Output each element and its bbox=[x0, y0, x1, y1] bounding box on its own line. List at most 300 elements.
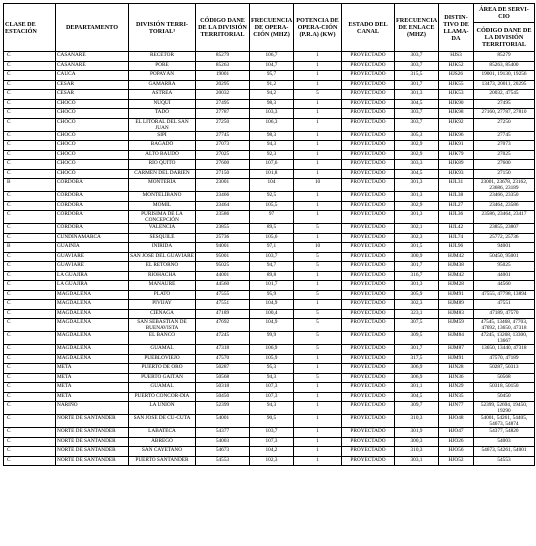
cell-estado: PROYECTADO bbox=[342, 415, 395, 428]
cell-codigo: 44560 bbox=[196, 281, 250, 291]
cell-estado: PROYECTADO bbox=[342, 373, 395, 383]
cell-clase: C bbox=[4, 373, 56, 383]
cell-frecuencia: 98,3 bbox=[250, 99, 294, 109]
table-row bbox=[4, 109, 535, 119]
table-row bbox=[4, 402, 535, 415]
cell-distintivo: HJM91 bbox=[439, 354, 474, 364]
cell-departamento: CHOCÓ bbox=[56, 99, 129, 109]
cell-clase: C bbox=[4, 201, 56, 211]
table-row bbox=[4, 271, 535, 281]
cell-codigo: 54553 bbox=[196, 456, 250, 466]
cell-frecuencia: 104 bbox=[250, 179, 294, 192]
cell-enlace: 302,1 bbox=[395, 224, 439, 234]
cell-departamento: MAGDALENA bbox=[56, 290, 129, 300]
cell-frecuencia: 104,7 bbox=[250, 61, 294, 71]
cell-clase: C bbox=[4, 271, 56, 281]
cell-enlace: 301,3 bbox=[395, 211, 439, 224]
cell-enlace: 302,9 bbox=[395, 201, 439, 211]
table-row bbox=[4, 300, 535, 310]
cell-distintivo: HJS3 bbox=[439, 52, 474, 62]
cell-estado: PROYECTADO bbox=[342, 300, 395, 310]
cell-frecuencia: 101,8 bbox=[250, 169, 294, 179]
cell-distintivo: HJO48 bbox=[439, 415, 474, 428]
cell-departamento: CHOCÓ bbox=[56, 150, 129, 160]
cell-enlace: 323,1 bbox=[395, 309, 439, 319]
table-row bbox=[4, 309, 535, 319]
table-row bbox=[4, 52, 535, 62]
cell-codigo: 47551 bbox=[196, 300, 250, 310]
cell-division: EL BANCO bbox=[129, 332, 196, 345]
header-division: DIVISIÓN TERRI-TORIAL³ bbox=[129, 4, 196, 52]
cell-departamento: NORTE DE SANTANDER bbox=[56, 456, 129, 466]
cell-codigo: 20032 bbox=[196, 90, 250, 100]
cell-departamento: MAGDALENA bbox=[56, 332, 129, 345]
cell-enlace: 315,5 bbox=[395, 71, 439, 81]
cell-codigo: 50450 bbox=[196, 392, 250, 402]
cell-area: 50318, 50150 bbox=[474, 383, 535, 393]
cell-enlace: 306,9 bbox=[395, 373, 439, 383]
cell-division: ÁBREGO bbox=[129, 437, 196, 447]
cell-distintivo: HJO26 bbox=[439, 437, 474, 447]
cell-clase: C bbox=[4, 131, 56, 141]
cell-enlace: 301,5 bbox=[395, 243, 439, 253]
cell-codigo: 20295 bbox=[196, 80, 250, 90]
cell-division: PUERTO GAITÁN bbox=[129, 373, 196, 383]
cell-clase: C bbox=[4, 141, 56, 151]
cell-clase: C bbox=[4, 61, 56, 71]
cell-distintivo: HJL74 bbox=[439, 233, 474, 243]
cell-estado: PROYECTADO bbox=[342, 169, 395, 179]
cell-estado: PROYECTADO bbox=[342, 243, 395, 253]
cell-potencia: 1 bbox=[294, 281, 342, 291]
cell-enlace: 301,9 bbox=[395, 428, 439, 438]
cell-clase: C bbox=[4, 118, 56, 131]
table-header bbox=[4, 4, 535, 52]
cell-division: EL RETORNO bbox=[129, 262, 196, 272]
header-potencia: POTENCIA DE OPERA-CIÓN (P.R.A) (KW) bbox=[294, 4, 342, 52]
cell-area: 54001, 54261, 54405, 54673, 54874 bbox=[474, 415, 535, 428]
cell-estado: PROYECTADO bbox=[342, 131, 395, 141]
cell-codigo: 47692 bbox=[196, 319, 250, 332]
cell-clase: C bbox=[4, 383, 56, 393]
table-row bbox=[4, 447, 535, 457]
cell-distintivo: HJK55 bbox=[439, 80, 474, 90]
cell-departamento: CAUCA bbox=[56, 71, 129, 81]
cell-potencia: 1 bbox=[294, 415, 342, 428]
cell-potencia: 5 bbox=[294, 262, 342, 272]
cell-departamento: NORTE DE SANTANDER bbox=[56, 437, 129, 447]
cell-departamento: NARIÑO bbox=[56, 402, 129, 415]
cell-frecuencia: 94,2 bbox=[250, 90, 294, 100]
cell-estado: PROYECTADO bbox=[342, 354, 395, 364]
cell-codigo: 27600 bbox=[196, 160, 250, 170]
cell-clase: C bbox=[4, 169, 56, 179]
cell-division: TADÓ bbox=[129, 109, 196, 119]
cell-potencia: 1 bbox=[294, 233, 342, 243]
cell-estado: PROYECTADO bbox=[342, 224, 395, 234]
cell-departamento: CESAR bbox=[56, 90, 129, 100]
cell-potencia: 5 bbox=[294, 290, 342, 300]
cell-departamento: CHOCÓ bbox=[56, 131, 129, 141]
cell-distintivo: HJL36 bbox=[439, 211, 474, 224]
table-row bbox=[4, 211, 535, 224]
cell-distintivo: HJN28 bbox=[439, 364, 474, 374]
cell-frecuencia: 97,1 bbox=[250, 243, 294, 253]
cell-potencia: 10 bbox=[294, 179, 342, 192]
cell-potencia: 1 bbox=[294, 456, 342, 466]
cell-codigo: 85263 bbox=[196, 61, 250, 71]
cell-distintivo: HJM59 bbox=[439, 319, 474, 332]
cell-codigo: 95001 bbox=[196, 252, 250, 262]
cell-departamento: CHOCÓ bbox=[56, 118, 129, 131]
cell-departamento: NORTE DE SANTANDER bbox=[56, 447, 129, 457]
cell-estado: PROYECTADO bbox=[342, 141, 395, 151]
cell-potencia: 1 bbox=[294, 80, 342, 90]
cell-estado: PROYECTADO bbox=[342, 201, 395, 211]
cell-potencia: 1 bbox=[294, 364, 342, 374]
cell-distintivo: HJK53 bbox=[439, 90, 474, 100]
cell-frecuencia: 107,6 bbox=[250, 160, 294, 170]
cell-distintivo: HJK79 bbox=[439, 150, 474, 160]
cell-estado: PROYECTADO bbox=[342, 211, 395, 224]
table-row bbox=[4, 169, 535, 179]
cell-potencia: 5 bbox=[294, 90, 342, 100]
cell-enlace: 303,7 bbox=[395, 118, 439, 131]
cell-area: 44560 bbox=[474, 281, 535, 291]
cell-clase: C bbox=[4, 428, 56, 438]
cell-enlace: 309,7 bbox=[395, 402, 439, 415]
cell-departamento: GUAVIARE bbox=[56, 252, 129, 262]
table-row bbox=[4, 437, 535, 447]
cell-potencia: 1 bbox=[294, 192, 342, 202]
cell-clase: C bbox=[4, 345, 56, 355]
cell-area: 23855, 23807 bbox=[474, 224, 535, 234]
cell-frecuencia: 106,7 bbox=[250, 52, 294, 62]
cell-estado: PROYECTADO bbox=[342, 52, 395, 62]
table-row bbox=[4, 99, 535, 109]
cell-area: 27250 bbox=[474, 118, 535, 131]
cell-enlace: 303,7 bbox=[395, 61, 439, 71]
cell-departamento: NORTE DE SANTANDER bbox=[56, 428, 129, 438]
cell-departamento: LA GUAJIRA bbox=[56, 271, 129, 281]
table-row bbox=[4, 364, 535, 374]
cell-area: 27495 bbox=[474, 99, 535, 109]
cell-area: 54673, 54261, 54001 bbox=[474, 447, 535, 457]
cell-distintivo: HJK98 bbox=[439, 109, 474, 119]
cell-departamento: CASANARE bbox=[56, 52, 129, 62]
cell-potencia: 1 bbox=[294, 61, 342, 71]
table-row bbox=[4, 383, 535, 393]
cell-division: SAN JOSÉ DEL GUAVIARE bbox=[129, 252, 196, 262]
cell-codigo: 27495 bbox=[196, 99, 250, 109]
cell-enlace: 305,3 bbox=[395, 131, 439, 141]
cell-codigo: 47318 bbox=[196, 345, 250, 355]
cell-division: PUEBLOVIEJO bbox=[129, 354, 196, 364]
cell-enlace: 301,1 bbox=[395, 383, 439, 393]
cell-codigo: 27745 bbox=[196, 131, 250, 141]
cell-area: 13473, 20011, 20295 bbox=[474, 80, 535, 90]
cell-codigo: 23855 bbox=[196, 224, 250, 234]
cell-distintivo: HJM83 bbox=[439, 309, 474, 319]
cell-enlace: 301,3 bbox=[395, 90, 439, 100]
cell-frecuencia: 103,3 bbox=[250, 109, 294, 119]
cell-distintivo: HJL42 bbox=[439, 224, 474, 234]
cell-estado: PROYECTADO bbox=[342, 281, 395, 291]
cell-frecuencia: 90,5 bbox=[250, 415, 294, 428]
cell-potencia: 1 bbox=[294, 447, 342, 457]
cell-codigo: 23464 bbox=[196, 201, 250, 211]
cell-area: 23464, 23586 bbox=[474, 201, 535, 211]
cell-clase: C bbox=[4, 319, 56, 332]
cell-distintivo: HJL27 bbox=[439, 201, 474, 211]
cell-enlace: 301,7 bbox=[395, 345, 439, 355]
cell-estado: PROYECTADO bbox=[342, 392, 395, 402]
header-clase: CLASE DE ESTACIÓN bbox=[4, 4, 56, 52]
cell-codigo: 47245 bbox=[196, 332, 250, 345]
cell-clase: C bbox=[4, 364, 56, 374]
cell-departamento: CHOCÓ bbox=[56, 160, 129, 170]
header-enlace: FRECUENCIA DE ENLACE (MHZ) bbox=[395, 4, 439, 52]
cell-enlace: 300,9 bbox=[395, 252, 439, 262]
cell-departamento: CUNDINAMARCA bbox=[56, 233, 129, 243]
cell-estado: PROYECTADO bbox=[342, 309, 395, 319]
table-row bbox=[4, 90, 535, 100]
cell-frecuencia: 89,5 bbox=[250, 224, 294, 234]
cell-potencia: 1 bbox=[294, 392, 342, 402]
cell-departamento: NORTE DE SANTANDER bbox=[56, 415, 129, 428]
cell-division: GUAMAL bbox=[129, 345, 196, 355]
cell-area: 50450 bbox=[474, 392, 535, 402]
cell-clase: C bbox=[4, 160, 56, 170]
cell-division: RIOHACHA bbox=[129, 271, 196, 281]
cell-codigo: 54003 bbox=[196, 437, 250, 447]
cell-departamento: CASANARE bbox=[56, 61, 129, 71]
cell-division: MOMIL bbox=[129, 201, 196, 211]
cell-area: 27600 bbox=[474, 160, 535, 170]
cell-frecuencia: 102,3 bbox=[250, 456, 294, 466]
cell-codigo: 47555 bbox=[196, 290, 250, 300]
cell-distintivo: HJL38 bbox=[439, 192, 474, 202]
table-row bbox=[4, 201, 535, 211]
cell-area: 85279 bbox=[474, 52, 535, 62]
cell-estado: PROYECTADO bbox=[342, 345, 395, 355]
cell-departamento: MAGDALENA bbox=[56, 309, 129, 319]
cell-departamento: MAGDALENA bbox=[56, 300, 129, 310]
cell-codigo: 27073 bbox=[196, 141, 250, 151]
table-row bbox=[4, 150, 535, 160]
cell-distintivo: HJL96 bbox=[439, 243, 474, 253]
cell-area: 13650, 13440, 47318 bbox=[474, 345, 535, 355]
cell-frecuencia: 92,5 bbox=[250, 192, 294, 202]
cell-frecuencia: 97 bbox=[250, 211, 294, 224]
cell-division: INÍRIDA bbox=[129, 243, 196, 253]
cell-distintivo: HJN77 bbox=[439, 402, 474, 415]
cell-distintivo: HJN35 bbox=[439, 392, 474, 402]
cell-estado: PROYECTADO bbox=[342, 109, 395, 119]
cell-codigo: 54001 bbox=[196, 415, 250, 428]
cell-departamento: CESAR bbox=[56, 80, 129, 90]
cell-departamento: CÓRDOBA bbox=[56, 201, 129, 211]
cell-frecuencia: 94,7 bbox=[250, 262, 294, 272]
cell-area: 50450, 95001 bbox=[474, 252, 535, 262]
cell-codigo: 50287 bbox=[196, 364, 250, 374]
cell-departamento: GUAINÍA bbox=[56, 243, 129, 253]
cell-area: 47570, 47189 bbox=[474, 354, 535, 364]
cell-area: 94001 bbox=[474, 243, 535, 253]
document-page bbox=[3, 3, 534, 466]
cell-potencia: 1 bbox=[294, 402, 342, 415]
cell-departamento: CÓRDOBA bbox=[56, 211, 129, 224]
cell-area: 27073 bbox=[474, 141, 535, 151]
cell-departamento: CÓRDOBA bbox=[56, 179, 129, 192]
cell-distintivo: HJM38 bbox=[439, 262, 474, 272]
cell-enlace: 304,5 bbox=[395, 392, 439, 402]
cell-enlace: 306,9 bbox=[395, 364, 439, 374]
cell-estado: PROYECTADO bbox=[342, 271, 395, 281]
cell-area: 23586, 23464, 23417 bbox=[474, 211, 535, 224]
cell-codigo: 85279 bbox=[196, 52, 250, 62]
cell-area: 54003 bbox=[474, 437, 535, 447]
cell-frecuencia: 98,3 bbox=[250, 131, 294, 141]
cell-potencia: 1 bbox=[294, 169, 342, 179]
header-distintivo: DISTIN-TIVO DE LLAMA-DA bbox=[439, 4, 474, 52]
cell-codigo: 23586 bbox=[196, 211, 250, 224]
cell-potencia: 1 bbox=[294, 428, 342, 438]
table-row bbox=[4, 233, 535, 243]
cell-division: PLATO bbox=[129, 290, 196, 300]
cell-distintivo: HJK96 bbox=[439, 131, 474, 141]
cell-enlace: 310,3 bbox=[395, 415, 439, 428]
cell-division: PUERTO DE ORO bbox=[129, 364, 196, 374]
cell-departamento: CHOCÓ bbox=[56, 141, 129, 151]
table-row bbox=[4, 262, 535, 272]
cell-frecuencia: 92,3 bbox=[250, 150, 294, 160]
cell-frecuencia: 99,9 bbox=[250, 332, 294, 345]
cell-estado: PROYECTADO bbox=[342, 80, 395, 90]
table-row bbox=[4, 354, 535, 364]
cell-clase: C bbox=[4, 392, 56, 402]
cell-division: LA UNIÓN bbox=[129, 402, 196, 415]
cell-area: 47545, 13468, 47703, 47692, 13650, 47318 bbox=[474, 319, 535, 332]
cell-area: 27160, 27787, 27810 bbox=[474, 109, 535, 119]
cell-frecuencia: 105,5 bbox=[250, 201, 294, 211]
cell-distintivo: HJM84 bbox=[439, 332, 474, 345]
table-row bbox=[4, 179, 535, 192]
cell-distintivo: HJN29 bbox=[439, 383, 474, 393]
cell-estado: PROYECTADO bbox=[342, 456, 395, 466]
cell-codigo: 27025 bbox=[196, 150, 250, 160]
cell-enlace: 310,3 bbox=[395, 447, 439, 457]
cell-estado: PROYECTADO bbox=[342, 179, 395, 192]
cell-distintivo: HJO47 bbox=[439, 428, 474, 438]
cell-area: 27745 bbox=[474, 131, 535, 141]
cell-potencia: 1 bbox=[294, 131, 342, 141]
cell-potencia: 5 bbox=[294, 332, 342, 345]
table-row bbox=[4, 71, 535, 81]
cell-clase: C bbox=[4, 437, 56, 447]
cell-frecuencia: 105,9 bbox=[250, 354, 294, 364]
cell-clase: C bbox=[4, 262, 56, 272]
table-row bbox=[4, 281, 535, 291]
cell-frecuencia: 107,3 bbox=[250, 383, 294, 393]
cell-distintivo: HJK90 bbox=[439, 99, 474, 109]
cell-clase: C bbox=[4, 90, 56, 100]
cell-enlace: 305,9 bbox=[395, 290, 439, 300]
cell-distintivo: HJK89 bbox=[439, 160, 474, 170]
cell-distintivo: HJM42 bbox=[439, 271, 474, 281]
cell-estado: PROYECTADO bbox=[342, 61, 395, 71]
cell-enlace: 300,3 bbox=[395, 437, 439, 447]
table-row bbox=[4, 319, 535, 332]
cell-division: EL LITORAL DEL SAN JUAN bbox=[129, 118, 196, 131]
cell-distintivo: HJL31 bbox=[439, 179, 474, 192]
cell-clase: C bbox=[4, 224, 56, 234]
header-estado: ESTADO DEL CANAL bbox=[342, 4, 395, 52]
cell-departamento: CHOCÓ bbox=[56, 169, 129, 179]
cell-division: NUQUÍ bbox=[129, 99, 196, 109]
cell-clase: C bbox=[4, 80, 56, 90]
cell-clase: C bbox=[4, 309, 56, 319]
cell-departamento: GUAVIARE bbox=[56, 262, 129, 272]
cell-potencia: 1 bbox=[294, 271, 342, 281]
cell-frecuencia: 104,2 bbox=[250, 447, 294, 457]
cell-potencia: 1 bbox=[294, 354, 342, 364]
cell-departamento: META bbox=[56, 373, 129, 383]
cell-estado: PROYECTADO bbox=[342, 437, 395, 447]
cell-distintivo: HJM89 bbox=[439, 300, 474, 310]
cell-area: 50287, 50313 bbox=[474, 364, 535, 374]
cell-distintivo: HJN36 bbox=[439, 373, 474, 383]
cell-area: 47551 bbox=[474, 300, 535, 310]
cell-estado: PROYECTADO bbox=[342, 118, 395, 131]
header-frecuencia: FRECUENCIA DE OPERA-CIÓN (MHZ) bbox=[250, 4, 294, 52]
cell-departamento: META bbox=[56, 392, 129, 402]
cell-division: MONTERÍA bbox=[129, 179, 196, 192]
cell-distintivo: HJK52 bbox=[439, 61, 474, 71]
table-row bbox=[4, 243, 535, 253]
cell-departamento: MAGDALENA bbox=[56, 345, 129, 355]
cell-codigo: 23001 bbox=[196, 179, 250, 192]
cell-enlace: 302,9 bbox=[395, 150, 439, 160]
table-row bbox=[4, 131, 535, 141]
cell-division: GUAMAL bbox=[129, 383, 196, 393]
cell-area: 23001, 23678, 23162, 23686, 23189 bbox=[474, 179, 535, 192]
cell-clase: C bbox=[4, 300, 56, 310]
cell-enlace: 301,7 bbox=[395, 80, 439, 90]
cell-enlace: 316,7 bbox=[395, 271, 439, 281]
cell-clase: C bbox=[4, 71, 56, 81]
cell-departamento: MAGDALENA bbox=[56, 354, 129, 364]
cell-departamento: CÓRDOBA bbox=[56, 224, 129, 234]
cell-frecuencia: 104,9 bbox=[250, 319, 294, 332]
cell-estado: PROYECTADO bbox=[342, 447, 395, 457]
cell-enlace: 301,7 bbox=[395, 262, 439, 272]
cell-codigo: 50318 bbox=[196, 383, 250, 393]
cell-division: CIÉNAGA bbox=[129, 309, 196, 319]
cell-potencia: 1 bbox=[294, 52, 342, 62]
table-body bbox=[4, 52, 535, 466]
cell-departamento: META bbox=[56, 383, 129, 393]
table-row bbox=[4, 224, 535, 234]
cell-area: 54553 bbox=[474, 456, 535, 466]
cell-potencia: 1 bbox=[294, 71, 342, 81]
cell-frecuencia: 100,4 bbox=[250, 309, 294, 319]
cell-codigo: 27787 bbox=[196, 109, 250, 119]
cell-clase: C bbox=[4, 109, 56, 119]
cell-clase: C bbox=[4, 332, 56, 345]
cell-enlace: 301,3 bbox=[395, 179, 439, 192]
cell-distintivo: HJM87 bbox=[439, 345, 474, 355]
